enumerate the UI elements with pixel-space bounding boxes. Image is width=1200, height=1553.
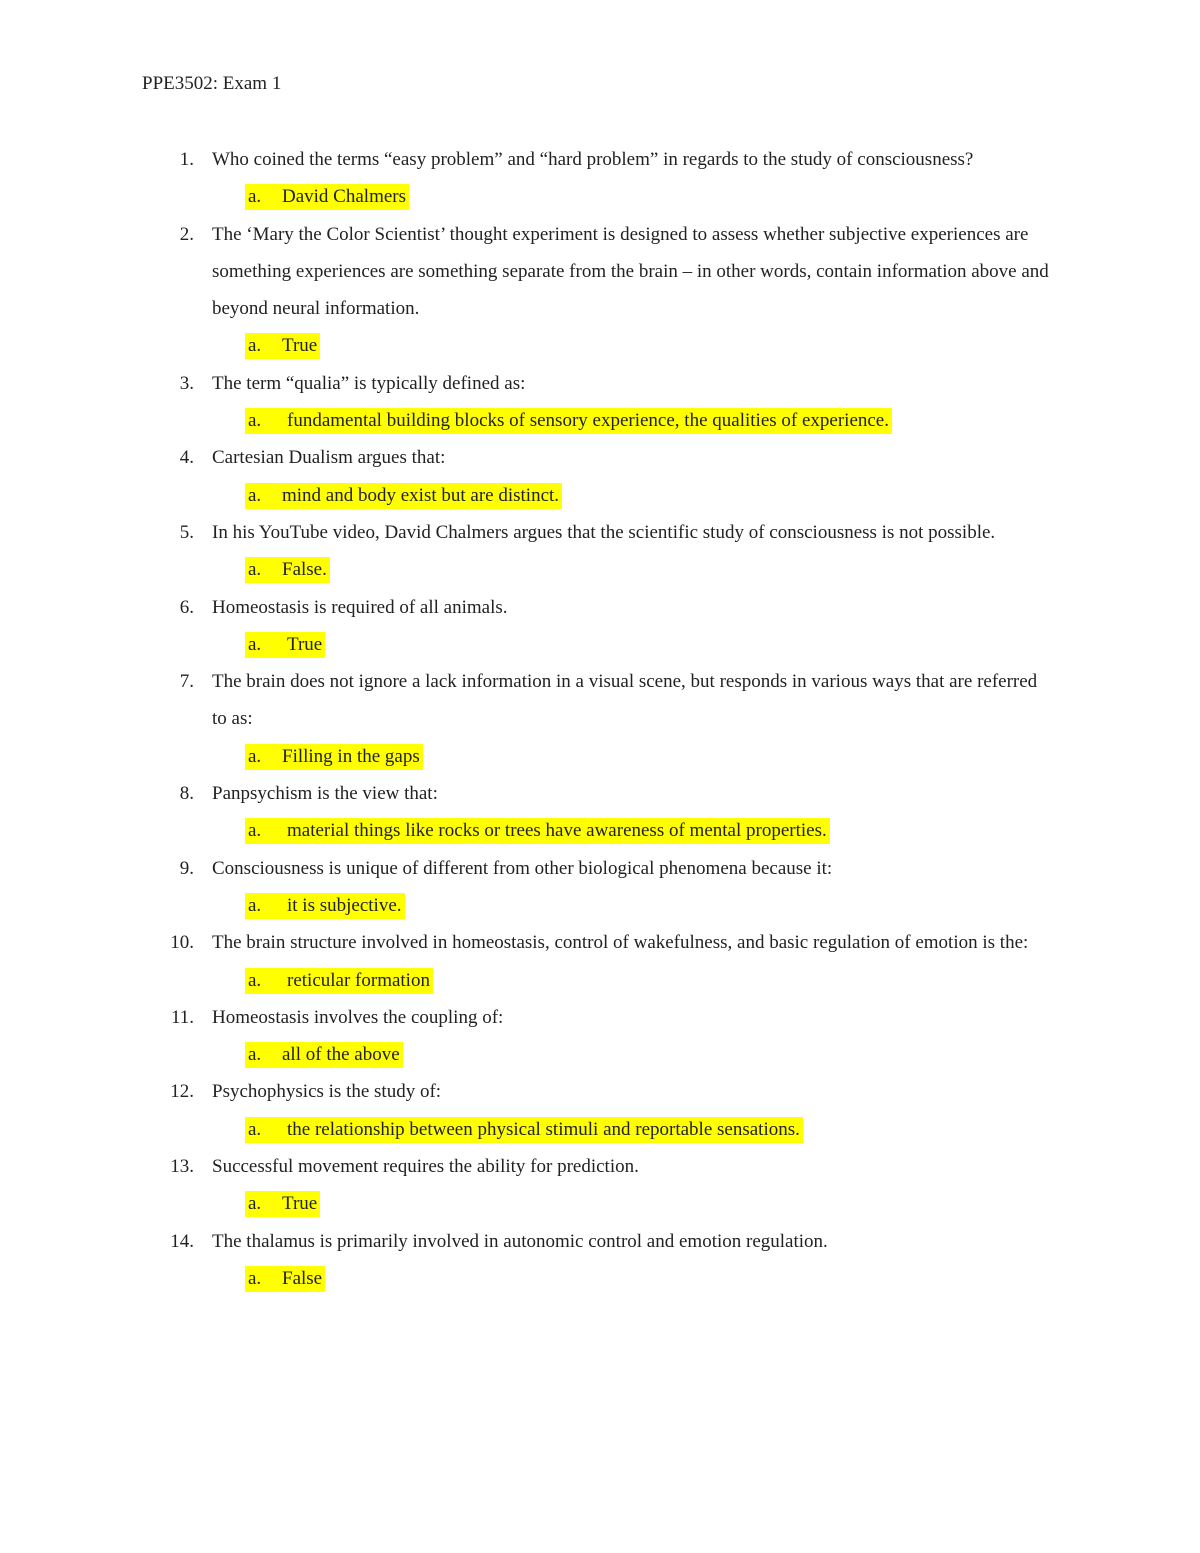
answer-text: True xyxy=(282,335,318,357)
highlighted-answer xyxy=(245,632,325,658)
question-text: The ‘Mary the Color Scientist’ thought experiment is designed to assess whether subjective experiences are something experiences are something separate from the brain – in other words, contain information above and beyond neural information. xyxy=(212,223,1049,320)
answer-letter: a. xyxy=(248,894,262,916)
question-item xyxy=(0,216,1200,328)
question-text: Consciousness is unique of different from other biological phenomena because it: xyxy=(212,857,833,879)
question-number: 9. xyxy=(179,857,194,879)
question-text: The brain does not ignore a lack information in a visual scene, but responds in various ways that are referred to as: xyxy=(212,671,1038,730)
page-header: PPE3502: Exam 1 xyxy=(142,73,282,94)
answer-letter: a. xyxy=(248,1267,262,1289)
highlighted-answer xyxy=(245,1117,803,1143)
question-number: 4. xyxy=(179,447,194,469)
answer-letter: a. xyxy=(248,633,262,655)
answer-letter: a. xyxy=(248,484,262,506)
question-number: 8. xyxy=(179,783,194,805)
question-item xyxy=(0,775,1200,812)
answer-text: False xyxy=(282,1267,323,1289)
highlighted-answer xyxy=(245,744,423,770)
question-item xyxy=(0,589,1200,626)
question-item xyxy=(0,1148,1200,1185)
highlighted-answer xyxy=(245,1191,320,1217)
answer-row xyxy=(0,551,1200,588)
question-item xyxy=(0,439,1200,476)
question-number: 14. xyxy=(170,1230,194,1252)
highlighted-answer xyxy=(245,184,409,210)
highlighted-answer xyxy=(245,333,320,359)
question-text: In his YouTube video, David Chalmers argues that the scientific study of consciousness is not possible. xyxy=(212,521,996,543)
highlighted-answer xyxy=(245,1266,325,1292)
question-text: Who coined the terms “easy problem” and “hard problem” in regards to the study of consciousness? xyxy=(212,149,974,170)
answer-text: reticular formation xyxy=(287,969,430,991)
answer-text: Filling in the gaps xyxy=(282,745,420,767)
answer-text: it is subjective. xyxy=(287,894,402,916)
question-text: The thalamus is primarily involved in autonomic control and emotion regulation. xyxy=(212,1230,828,1252)
answer-row xyxy=(0,738,1200,775)
question-text: Psychophysics is the study of: xyxy=(212,1081,442,1103)
answer-text: True xyxy=(282,1193,318,1215)
answer-text: True xyxy=(287,633,323,655)
question-text: Homeostasis is required of all animals. xyxy=(212,596,508,618)
question-item xyxy=(0,999,1200,1036)
question-number: 7. xyxy=(179,671,194,693)
highlighted-answer xyxy=(245,408,892,434)
question-number: 13. xyxy=(170,1156,194,1178)
answer-letter: a. xyxy=(248,745,262,767)
answer-row xyxy=(0,178,1200,215)
highlighted-answer xyxy=(245,483,562,509)
answer-row xyxy=(0,1260,1200,1297)
question-item xyxy=(0,365,1200,402)
answer-letter: a. xyxy=(248,335,262,357)
question-item xyxy=(0,1073,1200,1110)
question-item xyxy=(0,514,1200,551)
question-number: 11. xyxy=(170,1006,194,1028)
answer-row xyxy=(0,477,1200,514)
answer-letter: a. xyxy=(248,969,262,991)
question-text: Panpsychism is the view that: xyxy=(212,783,438,805)
question-list xyxy=(0,141,1200,1297)
answer-row xyxy=(0,962,1200,999)
answer-row xyxy=(0,1036,1200,1073)
answer-text: the relationship between physical stimuli and reportable sensations. xyxy=(287,1118,800,1140)
question-item xyxy=(0,141,1200,178)
question-text: The brain structure involved in homeostasis, control of wakefulness, and basic regulation of emotion is the: xyxy=(212,932,1029,954)
highlighted-answer xyxy=(245,968,433,994)
answer-row xyxy=(0,327,1200,364)
answer-text: all of the above xyxy=(282,1044,400,1066)
question-number: 2. xyxy=(179,223,194,245)
answer-row xyxy=(0,626,1200,663)
highlighted-answer xyxy=(245,893,405,919)
answer-letter: a. xyxy=(248,1118,262,1140)
question-item xyxy=(0,850,1200,887)
answer-text: material things like rocks or trees have awareness of mental properties. xyxy=(287,820,827,842)
question-item xyxy=(0,924,1200,961)
question-text: Successful movement requires the ability for prediction. xyxy=(212,1156,639,1178)
question-number: 6. xyxy=(179,596,194,618)
answer-row xyxy=(0,1185,1200,1222)
question-text: The term “qualia” is typically defined as: xyxy=(212,372,526,394)
question-text: Homeostasis involves the coupling of: xyxy=(212,1006,504,1028)
question-number: 3. xyxy=(179,372,194,394)
question-number: 10. xyxy=(170,932,194,954)
answer-letter: a. xyxy=(248,1044,262,1066)
highlighted-answer xyxy=(245,1042,403,1068)
question-number: 1. xyxy=(179,149,194,170)
answer-row xyxy=(0,887,1200,924)
answer-letter: a. xyxy=(248,820,262,842)
highlighted-answer xyxy=(245,818,830,844)
answer-text: mind and body exist but are distinct. xyxy=(282,484,560,506)
question-item xyxy=(0,1223,1200,1260)
question-number: 5. xyxy=(179,521,194,543)
answer-text: fundamental building blocks of sensory experience, the qualities of experience. xyxy=(287,410,889,432)
highlighted-answer xyxy=(245,557,330,583)
question-item xyxy=(0,663,1200,738)
answer-letter: a. xyxy=(248,1193,262,1215)
question-text: Cartesian Dualism argues that: xyxy=(212,447,446,469)
answer-row xyxy=(0,1111,1200,1148)
answer-letter: a. xyxy=(248,186,262,208)
answer-text: False. xyxy=(282,559,327,581)
question-number: 12. xyxy=(170,1081,194,1103)
answer-text: David Chalmers xyxy=(282,186,407,208)
answer-letter: a. xyxy=(248,559,262,581)
answer-row xyxy=(0,402,1200,439)
answer-letter: a. xyxy=(248,410,262,432)
answer-row xyxy=(0,812,1200,849)
